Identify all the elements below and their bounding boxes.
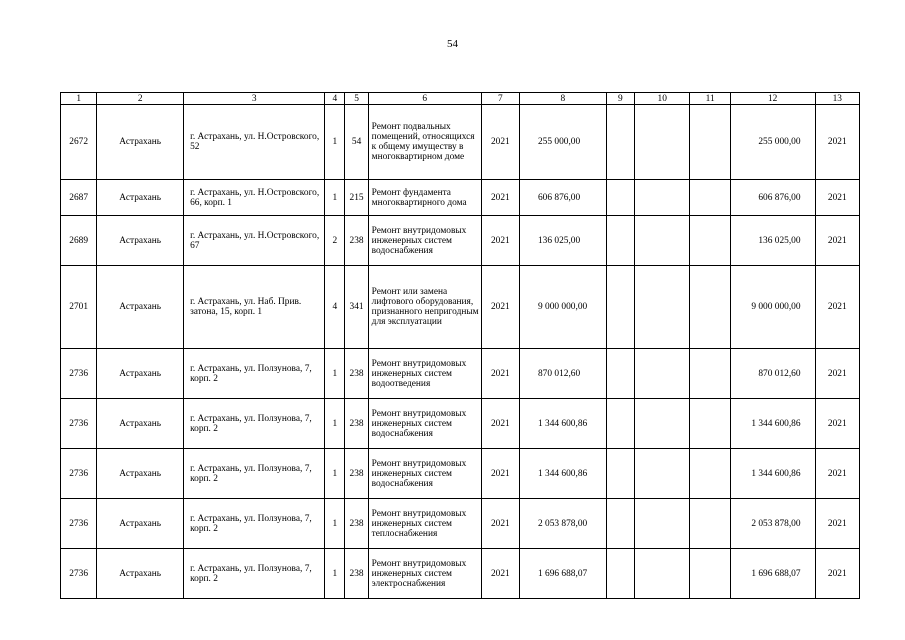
cell-object-id: 2736 <box>61 349 97 399</box>
cell-total-cost: 1 696 688,07 <box>519 549 606 599</box>
cell-col4: 1 <box>325 449 345 499</box>
cell-year: 2021 <box>481 349 519 399</box>
cell-total-cost: 870 012,60 <box>519 349 606 399</box>
cell-work-type: Ремонт внутридомовых инженерных систем водоотведения <box>368 349 481 399</box>
cell-col10 <box>634 399 689 449</box>
cell-address: г. Астрахань, ул. Наб. Прив. затона, 15, корп. 1 <box>184 266 325 349</box>
cell-col5: 341 <box>345 266 368 349</box>
cell-col11 <box>690 499 730 549</box>
cell-municipality: Астрахань <box>97 399 184 449</box>
cell-year: 2021 <box>481 105 519 180</box>
cell-col11 <box>690 105 730 180</box>
cell-col9 <box>606 499 634 549</box>
cell-work-type: Ремонт внутридомовых инженерных систем теплоснабжения <box>368 499 481 549</box>
cell-address: г. Астрахань, ул. Ползунова, 7, корп. 2 <box>184 399 325 449</box>
cell-object-id: 2672 <box>61 105 97 180</box>
cell-col11 <box>690 266 730 349</box>
table-row <box>61 216 860 266</box>
cell-fund-amount: 2 053 878,00 <box>730 499 815 549</box>
cell-col11 <box>690 349 730 399</box>
cell-col5: 215 <box>345 180 368 216</box>
column-header: 2 <box>97 93 184 105</box>
cell-col5: 238 <box>345 549 368 599</box>
column-header: 9 <box>606 93 634 105</box>
cell-col9 <box>606 349 634 399</box>
cell-work-type: Ремонт или замена лифтового оборудования, признанного непригодным для эксплуатации <box>368 266 481 349</box>
cell-work-type: Ремонт внутридомовых инженерных систем водоснабжения <box>368 449 481 499</box>
cell-address: г. Астрахань, ул. Ползунова, 7, корп. 2 <box>184 499 325 549</box>
cell-year: 2021 <box>481 180 519 216</box>
cell-col9 <box>606 449 634 499</box>
cell-object-id: 2736 <box>61 549 97 599</box>
table-row <box>61 499 860 549</box>
cell-total-cost: 2 053 878,00 <box>519 499 606 549</box>
cell-work-type: Ремонт внутридомовых инженерных систем электроснабжения <box>368 549 481 599</box>
cell-col4: 1 <box>325 549 345 599</box>
cell-fund-amount: 606 876,00 <box>730 180 815 216</box>
cell-col5: 238 <box>345 216 368 266</box>
cell-municipality: Астрахань <box>97 549 184 599</box>
cell-total-cost: 606 876,00 <box>519 180 606 216</box>
cell-address: г. Астрахань, ул. Ползунова, 7, корп. 2 <box>184 349 325 399</box>
cell-col11 <box>690 180 730 216</box>
cell-object-id: 2701 <box>61 266 97 349</box>
cell-col11 <box>690 399 730 449</box>
repair-program-table <box>60 92 860 599</box>
column-header: 1 <box>61 93 97 105</box>
cell-address: г. Астрахань, ул. Н.Островского, 52 <box>184 105 325 180</box>
cell-col4: 2 <box>325 216 345 266</box>
column-header: 11 <box>690 93 730 105</box>
cell-fund-amount: 1 344 600,86 <box>730 449 815 499</box>
cell-col9 <box>606 105 634 180</box>
cell-col11 <box>690 216 730 266</box>
cell-municipality: Астрахань <box>97 499 184 549</box>
cell-col4: 4 <box>325 266 345 349</box>
cell-col10 <box>634 499 689 549</box>
page-number: 54 <box>447 38 458 50</box>
cell-col5: 238 <box>345 499 368 549</box>
cell-fund-amount: 136 025,00 <box>730 216 815 266</box>
cell-completion-year: 2021 <box>815 499 859 549</box>
column-header: 7 <box>481 93 519 105</box>
column-header: 10 <box>634 93 689 105</box>
cell-completion-year: 2021 <box>815 449 859 499</box>
table-row <box>61 399 860 449</box>
cell-col10 <box>634 180 689 216</box>
cell-municipality: Астрахань <box>97 180 184 216</box>
cell-total-cost: 1 344 600,86 <box>519 449 606 499</box>
cell-completion-year: 2021 <box>815 266 859 349</box>
cell-address: г. Астрахань, ул. Н.Островского, 67 <box>184 216 325 266</box>
cell-col9 <box>606 399 634 449</box>
cell-col9 <box>606 549 634 599</box>
column-header: 4 <box>325 93 345 105</box>
cell-fund-amount: 870 012,60 <box>730 349 815 399</box>
cell-completion-year: 2021 <box>815 216 859 266</box>
table-row <box>61 266 860 349</box>
cell-municipality: Астрахань <box>97 349 184 399</box>
cell-col5: 238 <box>345 349 368 399</box>
cell-completion-year: 2021 <box>815 399 859 449</box>
cell-col4: 1 <box>325 499 345 549</box>
table-row <box>61 349 860 399</box>
cell-total-cost: 1 344 600,86 <box>519 399 606 449</box>
cell-address: г. Астрахань, ул. Ползунова, 7, корп. 2 <box>184 549 325 599</box>
cell-col4: 1 <box>325 399 345 449</box>
cell-completion-year: 2021 <box>815 549 859 599</box>
cell-col9 <box>606 216 634 266</box>
cell-completion-year: 2021 <box>815 180 859 216</box>
table-row <box>61 105 860 180</box>
table-row <box>61 449 860 499</box>
cell-col5: 238 <box>345 449 368 499</box>
cell-col4: 1 <box>325 180 345 216</box>
cell-completion-year: 2021 <box>815 349 859 399</box>
column-header: 5 <box>345 93 368 105</box>
cell-col10 <box>634 216 689 266</box>
cell-fund-amount: 9 000 000,00 <box>730 266 815 349</box>
cell-completion-year: 2021 <box>815 105 859 180</box>
cell-col4: 1 <box>325 349 345 399</box>
cell-col11 <box>690 549 730 599</box>
cell-year: 2021 <box>481 549 519 599</box>
cell-work-type: Ремонт фундамента многоквартирного дома <box>368 180 481 216</box>
column-header: 6 <box>368 93 481 105</box>
column-header: 3 <box>184 93 325 105</box>
cell-address: г. Астрахань, ул. Ползунова, 7, корп. 2 <box>184 449 325 499</box>
table-row <box>61 549 860 599</box>
cell-year: 2021 <box>481 399 519 449</box>
cell-col5: 238 <box>345 399 368 449</box>
cell-fund-amount: 1 696 688,07 <box>730 549 815 599</box>
cell-object-id: 2736 <box>61 499 97 549</box>
cell-municipality: Астрахань <box>97 216 184 266</box>
cell-col4: 1 <box>325 105 345 180</box>
cell-object-id: 2736 <box>61 449 97 499</box>
cell-year: 2021 <box>481 449 519 499</box>
cell-municipality: Астрахань <box>97 105 184 180</box>
cell-col10 <box>634 105 689 180</box>
table-header-row <box>61 93 860 105</box>
cell-col9 <box>606 266 634 349</box>
cell-municipality: Астрахань <box>97 266 184 349</box>
cell-work-type: Ремонт подвальных помещений, относящихся к общему имуществу в многоквартирном доме <box>368 105 481 180</box>
cell-municipality: Астрахань <box>97 449 184 499</box>
cell-col10 <box>634 549 689 599</box>
cell-col10 <box>634 349 689 399</box>
cell-fund-amount: 255 000,00 <box>730 105 815 180</box>
cell-col10 <box>634 449 689 499</box>
column-header: 8 <box>519 93 606 105</box>
column-header: 12 <box>730 93 815 105</box>
cell-year: 2021 <box>481 266 519 349</box>
table-row <box>61 180 860 216</box>
cell-col9 <box>606 180 634 216</box>
cell-object-id: 2689 <box>61 216 97 266</box>
cell-col10 <box>634 266 689 349</box>
cell-work-type: Ремонт внутридомовых инженерных систем водоснабжения <box>368 399 481 449</box>
cell-total-cost: 9 000 000,00 <box>519 266 606 349</box>
cell-total-cost: 136 025,00 <box>519 216 606 266</box>
cell-year: 2021 <box>481 499 519 549</box>
cell-work-type: Ремонт внутридомовых инженерных систем водоснабжения <box>368 216 481 266</box>
cell-total-cost: 255 000,00 <box>519 105 606 180</box>
cell-object-id: 2736 <box>61 399 97 449</box>
cell-object-id: 2687 <box>61 180 97 216</box>
cell-col11 <box>690 449 730 499</box>
cell-fund-amount: 1 344 600,86 <box>730 399 815 449</box>
cell-address: г. Астрахань, ул. Н.Островского, 66, корп. 1 <box>184 180 325 216</box>
cell-year: 2021 <box>481 216 519 266</box>
cell-col5: 54 <box>345 105 368 180</box>
column-header: 13 <box>815 93 859 105</box>
